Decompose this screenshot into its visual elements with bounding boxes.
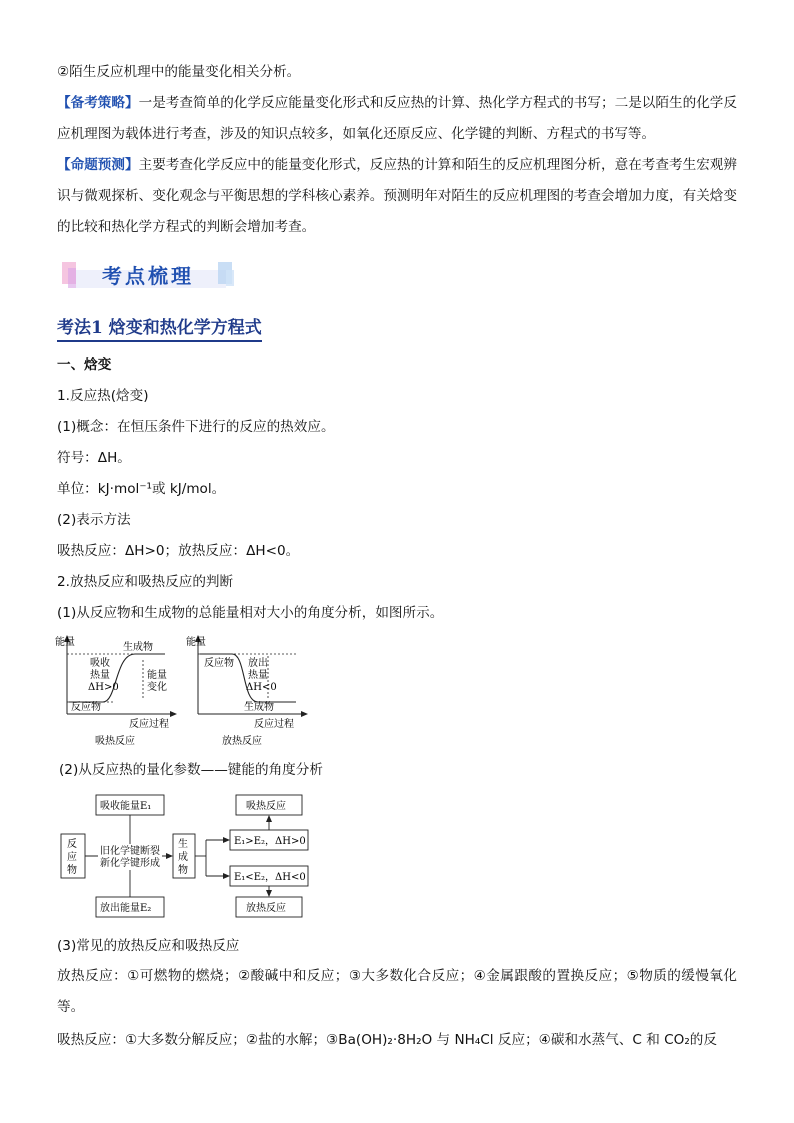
cond-1: E₁>E₂，ΔH>0 <box>234 836 306 847</box>
product-char-2: 成 <box>178 852 188 863</box>
item-3: 符号：ΔH。 <box>57 450 131 466</box>
dh-label: ΔH>0 <box>88 682 119 693</box>
bond-energy-flow <box>60 790 320 920</box>
item-8: (1)从反应物和生成物的总能量相对大小的角度分析，如图所示。 <box>57 605 444 621</box>
item-2: (1)概念：在恒压条件下进行的反应的热效应。 <box>57 419 335 435</box>
strategy-paragraph <box>57 88 737 150</box>
item-6: 吸热反应：ΔH>0；放热反应：ΔH<0。 <box>57 543 300 559</box>
release-text-1: 放出 <box>248 658 268 669</box>
bottom-label: 反应物 <box>71 702 101 713</box>
cond-2: E₁<E₂，ΔH<0 <box>234 872 306 883</box>
product-char-1: 生 <box>178 839 188 850</box>
release-box-label: 放出能量E₂ <box>100 903 152 914</box>
reactant-char-3: 物 <box>67 865 77 876</box>
change-text-2: 变化 <box>147 682 167 693</box>
ylabel-2: 能量 <box>186 637 206 648</box>
top-label: 生成物 <box>123 642 153 653</box>
out-2: 放热反应 <box>246 903 286 914</box>
exothermic-diagram <box>186 632 316 750</box>
item-10: (3)常见的放热反应和吸热反应 <box>57 938 240 954</box>
out-1: 吸热反应 <box>246 801 286 812</box>
top-label-2: 反应物 <box>204 658 234 669</box>
subsection-title: 一、焓变 <box>57 357 112 373</box>
predict-tag: 【命题预测】 <box>57 157 139 173</box>
strategy-text: 一是考查简单的化学反应能量变化形式和反应热的计算、热化学方程式的书写；二是以陌生的化学反应机理图为载体进行考查，涉及的知识点较多，如氧化还原反应、化学键的判断、方程式的书写等。 <box>57 95 738 142</box>
banner-title: 考点梳理 <box>102 264 194 288</box>
up-arrow <box>266 815 272 822</box>
reactant-char-1: 反 <box>67 839 77 850</box>
main-arrowhead <box>166 853 173 859</box>
change-text-1: 能量 <box>147 670 167 681</box>
product-char-3: 物 <box>178 865 188 876</box>
predict-text: 主要考查化学反应中的能量变化形式，反应热的计算和陌生的反应机理图分析，意在考查考生宏观辨识与微观探析、变化观念与平衡思想的学科核心素养。预测明年对陌生的反应机理图的考查会增加力度，有关焓变的比较和热化学方程式的判断会增加考查。 <box>57 157 738 235</box>
release-text-2: 热量 <box>248 670 268 681</box>
text-line-1: ②陌生反应机理中的能量变化相关分析。 <box>57 64 301 80</box>
absorb-text-1: 吸收 <box>90 658 110 669</box>
x-axis-arrow-2 <box>301 711 308 717</box>
caption-1: 吸热反应 <box>95 736 135 747</box>
caption-2: 放热反应 <box>222 736 262 747</box>
item-12: 吸热反应：①大多数分解反应；②盐的水解；③Ba(OH)₂·8H₂O 与 NH₄Cl 反应；④碳和水蒸气、C 和 CO₂的反 <box>57 1032 717 1048</box>
item-9: (2)从反应热的量化参数——键能的角度分析 <box>59 762 323 778</box>
item-4: 单位：kJ·mol⁻¹或 kJ/mol。 <box>57 481 226 497</box>
absorb-text-2: 热量 <box>90 670 110 681</box>
x-axis-arrow <box>170 711 177 717</box>
item-11: 放热反应：①可燃物的燃烧；②酸碱中和反应；③大多数化合反应；④金属跟酸的置换反应；⑤物质的缓慢氧化等。 <box>57 968 737 1015</box>
xlabel-2: 反应过程 <box>254 719 294 730</box>
strategy-tag: 【备考策略】 <box>57 95 139 111</box>
section-banner <box>62 258 242 292</box>
split-top-arrow <box>223 837 230 843</box>
section-title: 考法1 焓变和热化学方程式 <box>57 318 262 342</box>
reactant-char-2: 应 <box>67 852 77 863</box>
mid-text-1: 旧化学键断裂 <box>100 846 160 857</box>
down-arrow <box>266 890 272 897</box>
predict-paragraph <box>57 150 737 243</box>
item-7: 2.放热反应和吸热反应的判断 <box>57 574 234 590</box>
endothermic-diagram <box>55 632 185 750</box>
xlabel-1: 反应过程 <box>129 719 169 730</box>
bottom-label-2: 生成物 <box>244 702 274 713</box>
item-1: 1.反应热(焓变) <box>57 388 149 404</box>
ylabel-1: 能量 <box>55 637 75 648</box>
dh-label-2: ΔH<0 <box>246 682 277 693</box>
mid-text-2: 新化学键形成 <box>100 858 160 869</box>
split-bottom-arrow <box>223 873 230 879</box>
absorb-box-label: 吸收能量E₁ <box>100 801 152 812</box>
item-5: (2)表示方法 <box>57 512 131 528</box>
